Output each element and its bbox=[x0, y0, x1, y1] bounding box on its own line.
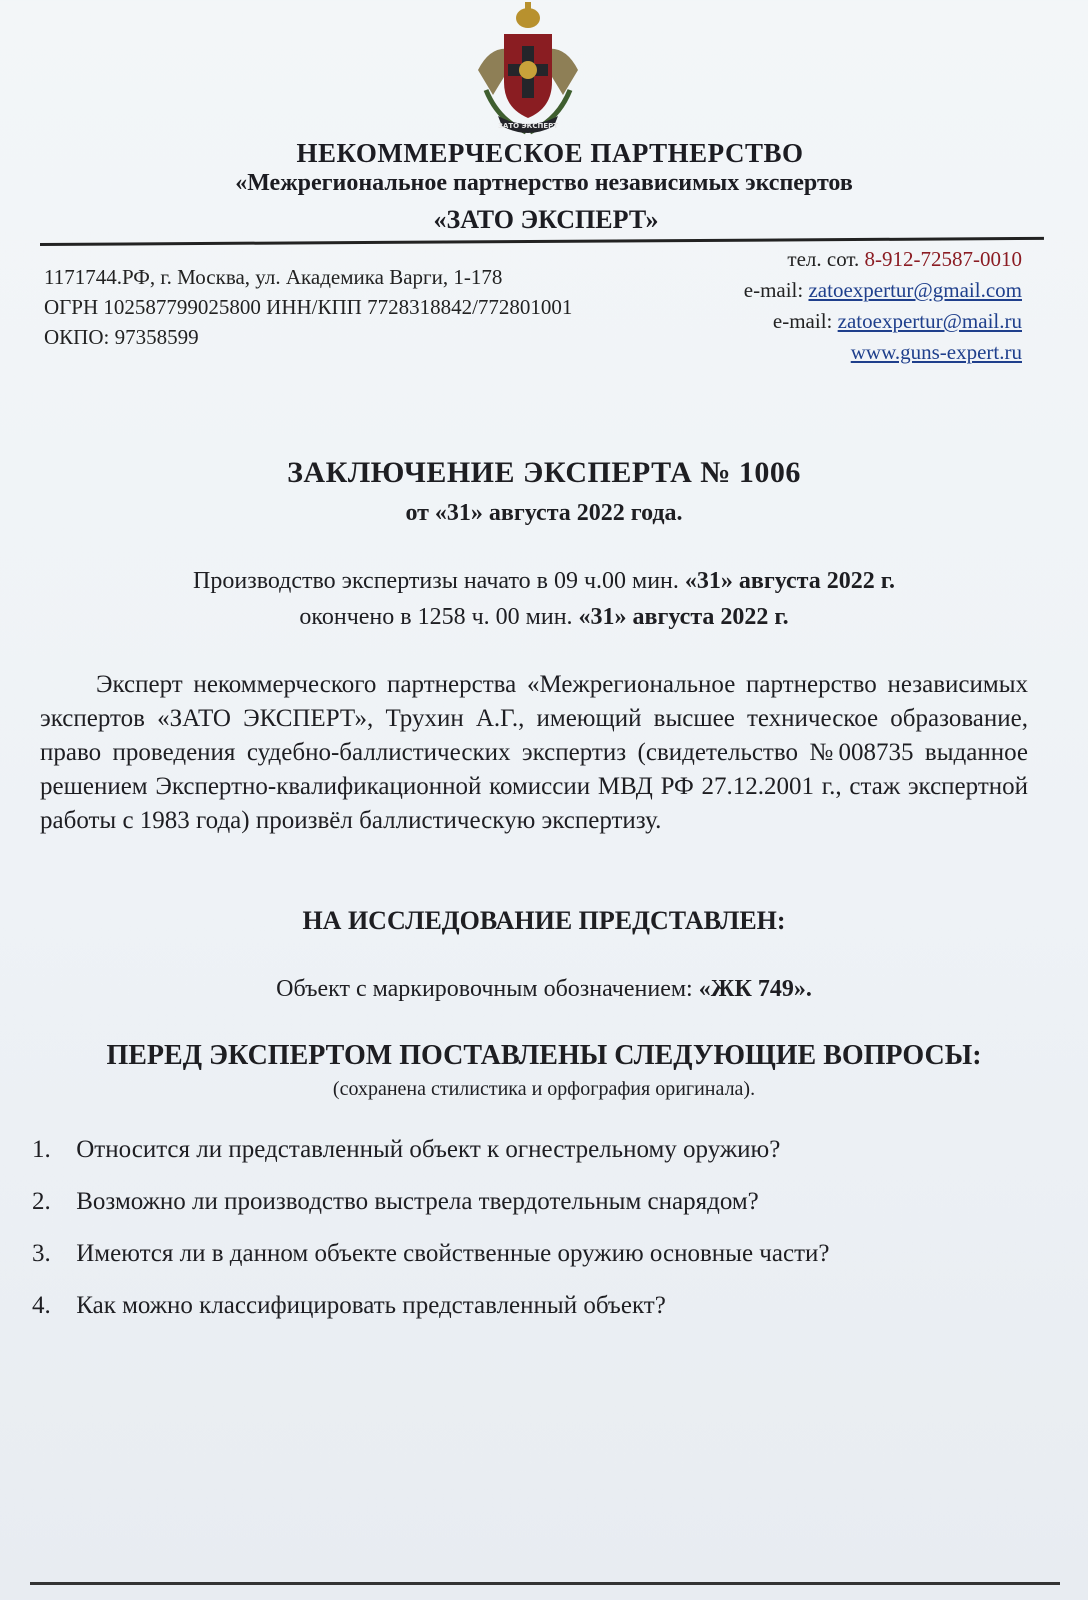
phone-label: тел. сот. bbox=[787, 247, 860, 271]
phone-line bbox=[744, 244, 1022, 275]
conclusion-date: от «31» августа 2022 года. bbox=[405, 500, 683, 526]
email-link-mail[interactable]: zatoexpertur@mail.ru bbox=[837, 309, 1022, 333]
question-text: Как можно классифицировать представленный объект? bbox=[76, 1292, 666, 1319]
okpo-line: ОКПО: 97358599 bbox=[44, 325, 199, 349]
questions-list bbox=[32, 1136, 1032, 1344]
email-line-1 bbox=[744, 275, 1022, 306]
question-item bbox=[32, 1188, 1032, 1240]
question-text: Относится ли представленный объект к огнестрельному оружию? bbox=[76, 1136, 781, 1163]
question-number: 1. bbox=[32, 1136, 51, 1163]
phone-number: 8-912-72587-0010 bbox=[864, 247, 1022, 271]
expert-paragraph: Эксперт некоммерческого партнерства «Межрегиональное партнерство независимых экспертов «ЗАТО ЭКСПЕРТ», Трухин А.Г., имеющий высшее техническое образование, право проведения судебно-баллистических экспертиз (свидетельство №008735 выданное решением Экспертно-квалификационной комиссии МВД РФ 27.12.2001 г., стаж экспертной работы с 1983 года) произвёл баллистическую экспертизу. bbox=[40, 671, 1028, 834]
start-prefix: Производство экспертизы начато в 09 ч.00 мин. bbox=[193, 568, 679, 594]
object-line bbox=[0, 976, 1088, 1003]
address-line: 1171744.РФ, г. Москва, ул. Академика Варги, 1-178 bbox=[44, 265, 503, 289]
ogrn-line: ОГРН 102587799025800 ИНН/КПП 7728318842/772801001 bbox=[44, 295, 573, 319]
question-item bbox=[32, 1240, 1032, 1292]
email-line-2 bbox=[744, 306, 1022, 337]
start-date: «31» августа 2022 г. bbox=[684, 568, 895, 594]
svg-text:ЗАТО ЭКСПЕРТ: ЗАТО ЭКСПЕРТ bbox=[497, 122, 559, 130]
email-label: e-mail: bbox=[772, 309, 833, 333]
end-line bbox=[0, 604, 1088, 631]
start-line bbox=[0, 568, 1088, 595]
end-prefix: окончено в 1258 ч. 00 мин. bbox=[299, 604, 573, 630]
website-link[interactable]: www.guns-expert.ru bbox=[850, 340, 1022, 364]
requisites-left bbox=[44, 262, 572, 352]
org-short-name: «ЗАТО ЭКСПЕРТ» bbox=[433, 205, 659, 234]
conclusion-title: ЗАКЛЮЧЕНИЕ ЭКСПЕРТА № 1006 bbox=[287, 456, 801, 489]
question-item bbox=[32, 1292, 1032, 1344]
email-label: e-mail: bbox=[743, 278, 804, 302]
website-line bbox=[744, 337, 1022, 368]
email-link-gmail[interactable]: zatoexpertur@gmail.com bbox=[808, 278, 1022, 302]
org-full-name: «Межрегиональное партнерство независимых экспертов bbox=[235, 170, 853, 196]
questions-note: (сохранена стилистика и орфография оригинала). bbox=[332, 1078, 756, 1100]
research-heading: НА ИССЛЕДОВАНИЕ ПРЕДСТАВЛЕН: bbox=[302, 906, 786, 935]
end-date: «31» августа 2022 г. bbox=[578, 604, 789, 630]
questions-heading: ПЕРЕД ЭКСПЕРТОМ ПОСТАВЛЕНЫ СЛЕДУЮЩИЕ ВОПРОСЫ: bbox=[106, 1040, 982, 1071]
footer-divider bbox=[30, 1582, 1060, 1585]
requisites-right bbox=[744, 244, 1022, 368]
question-number: 3. bbox=[32, 1240, 51, 1267]
question-item bbox=[32, 1136, 1032, 1188]
object-prefix: Объект с маркировочным обозначением: bbox=[276, 976, 693, 1002]
object-marking: «ЖК 749». bbox=[698, 976, 812, 1002]
question-number: 4. bbox=[32, 1292, 51, 1319]
organization-emblem-icon bbox=[458, 0, 598, 140]
org-type-heading: НЕКОММЕРЧЕСКОЕ ПАРТНЕРСТВО bbox=[296, 138, 804, 168]
question-text: Имеются ли в данном объекте свойственные оружию основные части? bbox=[76, 1240, 830, 1267]
question-text: Возможно ли производство выстрела твердотельным снарядом? bbox=[76, 1188, 759, 1215]
question-number: 2. bbox=[32, 1188, 51, 1215]
